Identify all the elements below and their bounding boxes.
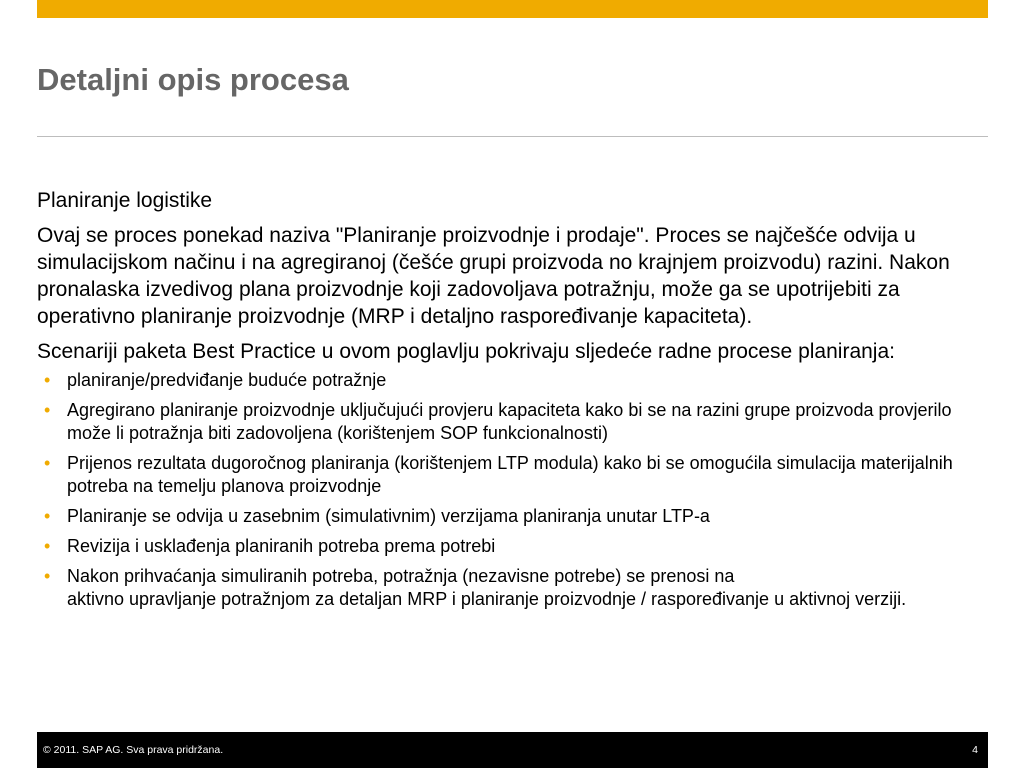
footer-bar [37,732,988,768]
list-item-text: Revizija i usklađenja planiranih potreba prema potrebi [67,536,496,556]
list-item [37,399,982,445]
list-item-text: planiranje/predviđanje buduće potražnje [67,370,387,390]
list-item [37,369,982,392]
bullet-icon: • [44,536,51,556]
list-item-text: Prijenos rezultata dugoročnog planiranja (korištenjem LTP modula) kako bi se omogućila simulacija materijalnih potreba na temelju planova proizvodnje [67,453,953,496]
list-item-text: Agregirano planiranje proizvodnje uključujući provjeru kapaciteta kako bi se na razini grupe proizvoda provjerilo može li potražnja biti zadovoljena (korištenjem SOP funkcionalnosti) [67,400,952,443]
slide-title: Detaljni opis procesa [37,62,349,97]
bullet-icon: • [44,400,51,420]
title-divider [37,136,988,137]
list-item [37,565,982,611]
scenario-paragraph: Scenariji paketa Best Practice u ovom poglavlju pokrivaju sljedeće radne procese planiranja: [37,340,895,363]
bullet-icon: • [44,370,51,390]
list-item-text: Nakon prihvaćanja simuliranih potreba, potražnja (nezavisne potrebe) se prenosi na aktivno upravljanje potražnjom za detaljan MRP i planiranje proizvodnje / raspoređivanje u aktivnoj verziji. [67,566,907,609]
list-item [37,452,982,498]
top-accent-bar [37,0,988,18]
bullet-icon: • [44,566,51,586]
bullet-icon: • [44,453,51,473]
list-item [37,535,982,558]
bullet-icon: • [44,506,51,526]
slide-body [37,187,982,618]
page-number: 4 [972,744,978,756]
copyright-text: © 2011. SAP AG. Sva prava pridržana. [43,744,224,756]
list-item [37,505,982,528]
list-item-text: Planiranje se odvija u zasebnim (simulativnim) verzijama planiranja unutar LTP-a [67,506,710,526]
process-list [37,369,982,611]
section-heading: Planiranje logistike [37,189,213,212]
intro-paragraph: Ovaj se proces ponekad naziva "Planiranje proizvodnje i prodaje". Proces se najčešće odvija u simulacijskom načinu i na agregiranoj (češće grupi proizvoda no krajnjem proizvodu) razini. Nakon pronalaska izvedivog plana proizvodnje koji zadovoljava potražnju, može ga se upotrijebiti za operativno planiranje proizvodnje (MRP i detaljno raspoređivanje kapaciteta). [37,224,950,328]
